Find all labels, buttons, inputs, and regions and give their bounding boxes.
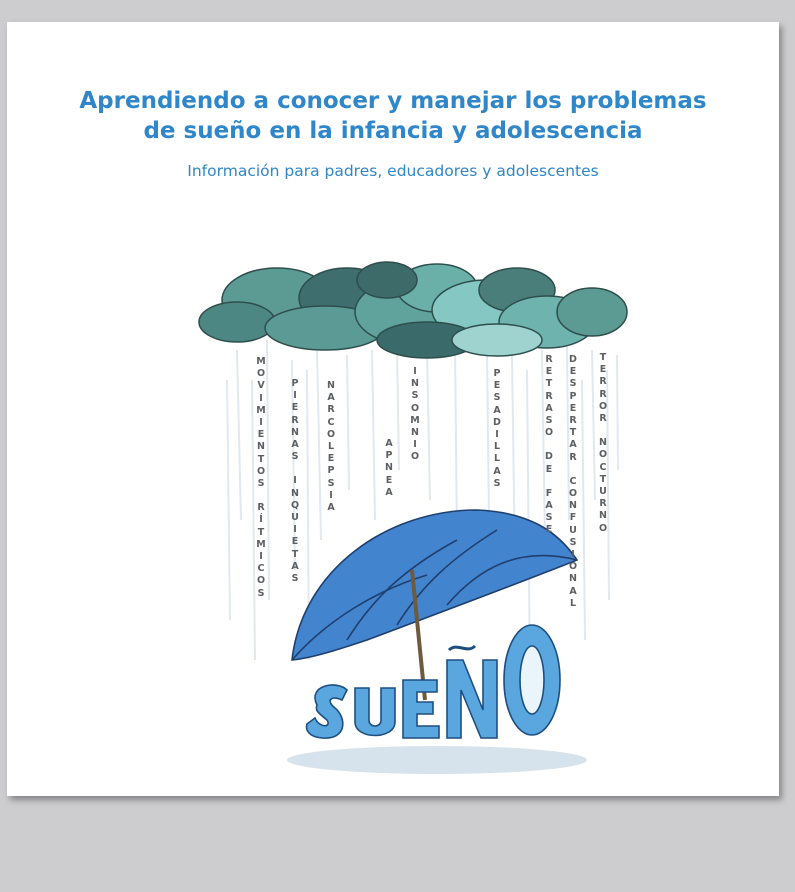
word-letter: E	[291, 536, 299, 548]
word-letter: E	[327, 453, 335, 465]
word-letter: O	[598, 400, 608, 412]
word-letter: E	[291, 402, 299, 414]
word-letter: D	[569, 354, 577, 365]
word-gap	[567, 464, 579, 476]
word-letter: I	[293, 390, 297, 402]
rain-word-retraso-de-fase	[543, 354, 555, 537]
word-letter: R	[327, 404, 335, 416]
rain-word-despertar-confusional	[567, 354, 579, 610]
word-letter: D	[493, 416, 501, 428]
word-letter: T	[599, 473, 607, 485]
word-letter: E	[569, 366, 577, 378]
word-letter: C	[599, 461, 607, 473]
word-letter: A	[545, 500, 553, 512]
word-letter: R	[545, 390, 553, 402]
word-letter: P	[291, 378, 299, 389]
rain-word-terror-nocturno	[597, 352, 609, 535]
word-letter: A	[385, 486, 393, 498]
word-letter: O	[326, 428, 336, 440]
word-letter: A	[493, 465, 501, 477]
word-letter: E	[569, 402, 577, 414]
word-letter: T	[257, 453, 265, 465]
title-line-2: de sueño en la infancia y adolescencia	[143, 118, 643, 144]
word-letter: L	[327, 441, 335, 453]
rain-word-movimientos-ritmicos	[255, 356, 267, 600]
word-letter: S	[291, 451, 299, 463]
word-letter: N	[327, 380, 335, 391]
word-letter: S	[411, 390, 419, 402]
word-letter: A	[291, 560, 299, 572]
word-letter: M	[256, 404, 266, 416]
puddle-shadow	[287, 746, 587, 774]
word-letter: A	[327, 502, 335, 514]
word-letter: T	[599, 352, 607, 363]
word-letter: O	[568, 561, 578, 573]
word-letter: A	[385, 438, 393, 449]
word-letter: T	[291, 548, 299, 560]
rain-word-insomnio	[409, 366, 421, 464]
word-letter: N	[411, 427, 419, 439]
word-letter: L	[493, 453, 501, 465]
word-gap	[289, 463, 301, 475]
word-letter: S	[327, 477, 335, 489]
word-letter: E	[599, 364, 607, 376]
word-letter: N	[599, 437, 607, 449]
word-letter: R	[257, 502, 265, 514]
word-letter: I	[571, 549, 575, 561]
word-letter: N	[291, 487, 299, 499]
word-letter: S	[493, 477, 501, 489]
word-letter: E	[545, 366, 553, 378]
word-letter: I	[293, 475, 297, 487]
word-letter: N	[569, 500, 577, 512]
rain-streaks	[227, 340, 618, 680]
word-letter: E	[257, 429, 265, 441]
word-letter: N	[599, 510, 607, 522]
word-letter: E	[385, 474, 393, 486]
word-letter: I	[293, 524, 297, 536]
word-letter: S	[569, 378, 577, 390]
word-letter: O	[598, 449, 608, 461]
word-letter: F	[569, 512, 577, 524]
word-letter: N	[411, 378, 419, 390]
word-letter: I	[259, 392, 263, 404]
word-letter: T	[569, 427, 577, 439]
word-letter: S	[257, 478, 265, 490]
word-letter: U	[291, 512, 299, 524]
word-letter: A	[569, 439, 577, 451]
word-letter: I	[495, 429, 499, 441]
word-letter: I	[259, 551, 263, 563]
word-letter: M	[256, 538, 266, 550]
word-letter: A	[569, 585, 577, 597]
word-letter: T	[545, 378, 553, 390]
rain-word-pesadillas	[491, 368, 503, 490]
rain-word-apnea	[383, 438, 395, 499]
word-letter: M	[410, 414, 420, 426]
rain-word-piernas-inquietas	[289, 378, 301, 585]
word-letter: O	[410, 402, 420, 414]
word-letter: R	[599, 413, 607, 425]
word-letter: O	[568, 488, 578, 500]
word-letter: I	[329, 489, 333, 501]
word-gap	[255, 490, 267, 502]
storm-clouds	[199, 262, 627, 358]
word-letter: P	[327, 465, 335, 477]
word-letter: I	[259, 417, 263, 429]
word-letter: C	[569, 475, 577, 487]
word-letter: O	[410, 451, 420, 463]
word-letter: R	[291, 414, 299, 426]
word-letter: I	[413, 439, 417, 451]
cover-title	[7, 86, 779, 146]
word-letter: R	[569, 415, 577, 427]
word-letter: U	[599, 486, 607, 498]
word-gap	[597, 425, 609, 437]
word-letter: C	[327, 416, 335, 428]
word-letter: O	[256, 575, 266, 587]
word-letter: L	[569, 597, 577, 609]
word-letter: S	[257, 587, 265, 599]
word-letter: D	[545, 451, 553, 463]
word-gap	[543, 476, 555, 488]
word-letter: A	[493, 404, 501, 416]
word-letter: S	[493, 392, 501, 404]
word-letter: O	[256, 465, 266, 477]
word-letter: O	[256, 368, 266, 380]
book-cover	[7, 22, 779, 796]
word-letter: A	[291, 439, 299, 451]
word-letter: R	[599, 498, 607, 510]
cover-subtitle: Información para padres, educadores y adolescentes	[187, 162, 599, 180]
word-gap	[543, 439, 555, 451]
title-line-1: Aprendiendo a conocer y manejar los problemas	[79, 88, 707, 114]
word-letter: N	[257, 441, 265, 453]
word-letter: F	[545, 487, 553, 499]
word-letter: R	[599, 388, 607, 400]
word-letter: R	[599, 376, 607, 388]
word-letter: R	[569, 451, 577, 463]
word-letter: N	[569, 573, 577, 585]
word-letter: S	[545, 415, 553, 427]
word-letter: N	[291, 426, 299, 438]
word-letter: U	[569, 524, 577, 536]
word-letter: L	[493, 441, 501, 453]
word-letter: S	[545, 512, 553, 524]
word-letter: N	[385, 462, 393, 474]
word-letter: O	[544, 427, 554, 439]
word-letter: P	[385, 450, 393, 462]
cover-illustration	[197, 240, 637, 780]
word-letter: T	[257, 526, 265, 538]
word-letter: V	[257, 380, 265, 392]
rain-word-narcolepsia	[325, 380, 337, 514]
word-letter: P	[569, 390, 577, 402]
word-letter: O	[598, 522, 608, 534]
word-letter: C	[257, 563, 265, 575]
word-letter: R	[545, 354, 553, 365]
word-letter: E	[545, 463, 553, 475]
word-letter: S	[291, 573, 299, 585]
word-letter: A	[545, 402, 553, 414]
word-letter: S	[569, 536, 577, 548]
word-letter: P	[493, 368, 501, 379]
word-letter: A	[327, 392, 335, 404]
word-letter: E	[493, 380, 501, 392]
word-letter: Í	[259, 514, 263, 526]
word-letter: M	[256, 356, 266, 367]
word-letter: E	[545, 524, 553, 536]
word-letter: Q	[290, 499, 300, 511]
word-letter: I	[413, 366, 417, 377]
